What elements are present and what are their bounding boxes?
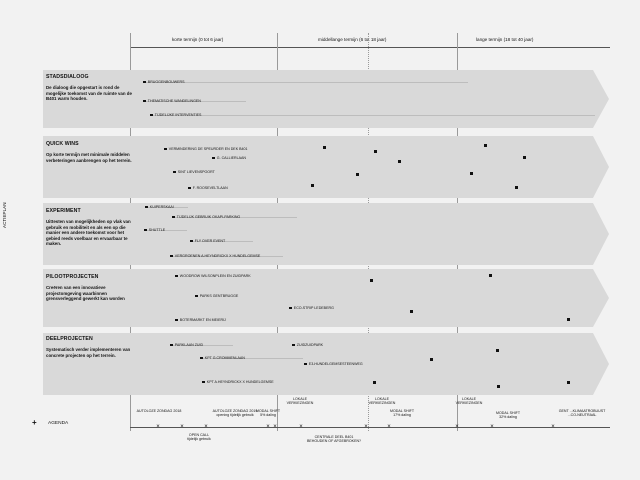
agenda-event: MODAL SHIFT 5% daling [255, 409, 281, 418]
agenda-plus-icon[interactable]: + [32, 418, 37, 427]
band-description: Systematisch verder implementeren van concrete projecten op het terrein. [46, 347, 131, 358]
band-experiment [43, 203, 609, 265]
progress-line [146, 82, 468, 83]
phase-label-short-term: korte termijn (0 tot 6 jaar) [172, 37, 224, 42]
agenda-event: CENTRALE DEEL B401 BEHOUDEN OF AFGEBROKEN? [306, 435, 362, 444]
phase-label-mid-term: middellange termijn (6 tot 18 jaar) [318, 37, 387, 42]
agenda-event: MODAL SHIFT 17% daling [389, 409, 415, 418]
agenda-marker-icon: × [204, 424, 208, 430]
agenda-event: AUTOLOZE ZONDAG 2018 [136, 409, 182, 413]
timeline-header-line [130, 47, 610, 48]
agenda-event: LOKALE VERKIEZINGEN [455, 397, 483, 406]
band-title: QUICK WINS [46, 141, 79, 147]
milestone-marker [323, 146, 326, 149]
band-quick-wins [43, 136, 609, 198]
milestone-marker [374, 150, 377, 153]
milestone-marker [470, 172, 473, 175]
agenda-event: MODAL SHIFT 32% daling [495, 411, 521, 420]
agenda-event: GENT ...KLIMAATROBUUST ...CO-NEUTRAAL [558, 409, 606, 418]
action-item: G. CALLIERLAAN [212, 156, 246, 160]
agenda-marker-icon: × [180, 424, 184, 430]
agenda-label: AGENDA [48, 421, 69, 426]
agenda-marker-icon: × [490, 424, 494, 430]
action-item: VERGROENEN A.HEYNDRICKX X HUNDELGEMSE [170, 254, 260, 258]
action-item: E3-HUNDELGEMSESTEENWEG [304, 362, 363, 366]
milestone-marker [489, 274, 492, 277]
milestone-marker [311, 184, 314, 187]
milestone-marker [373, 381, 376, 384]
band-stadsdialoog [43, 70, 609, 128]
band-description: De dialoog die opgestart is rond de mogelijke toekomst van de ruimte van de B401 warm houden. [46, 85, 132, 102]
milestone-marker [523, 156, 526, 159]
agenda-marker-icon: × [551, 424, 555, 430]
action-item: WOODROW WILSONPLEIN EN ZUIDPARK [175, 274, 251, 278]
band-description: Creëren van een innovatieve projectomgeving waarbinnen grensverleggend gewerkt kan worden [46, 285, 125, 302]
band-description: Uittesten van mogelijkheden op vlak van gebruik en mobiliteit en als een op die manier een andere toekomst voor het gebied reeds voelbaar en ervaarbaar te maken. [46, 219, 131, 247]
action-item: ECO-STRIP LEDEBERG [289, 306, 334, 310]
action-item: KUIPERSKAAI [145, 205, 174, 209]
action-item: KPT A.HEYNDRICKX X HUNDELGEMSE [202, 380, 274, 384]
action-item: F. ROOSEVELTLAAN [188, 186, 228, 190]
milestone-marker [410, 310, 413, 313]
action-item: BRUGGENBOUWERS [143, 80, 185, 84]
band-pilootprojecten [43, 269, 609, 327]
action-item: ZUIDZUIDPARK [292, 343, 323, 347]
agenda-marker-icon: × [266, 424, 270, 430]
action-item: SINT LIEVENSPOORT [173, 170, 215, 174]
band-title: PILOOTPROJECTEN [46, 274, 99, 280]
progress-line [153, 115, 595, 116]
side-label-actieplan: ACTIEPLAN [2, 202, 7, 228]
action-item: KPT G.CROMMENLAAN [200, 356, 245, 360]
action-item: VERMINDERING DE SPEURDER EN DEK B401 [164, 147, 247, 151]
milestone-marker [567, 381, 570, 384]
action-item: PARKS GENTBRUGGE [195, 294, 238, 298]
milestone-marker [484, 144, 487, 147]
milestone-marker [398, 160, 401, 163]
band-description: Op korte termijn met minimale middelen verbeteringen aanbrengen op het terrein. [46, 152, 132, 163]
agenda-marker-icon: × [387, 424, 391, 430]
milestone-marker [497, 385, 500, 388]
band-title: STADSDIALOOG [46, 74, 89, 80]
agenda-event: AUTOLOZE ZONDAG 2019 opening tijdelijk gebruik [212, 409, 258, 418]
action-item: PARKLAAN ZUID [170, 343, 203, 347]
agenda-marker-icon: × [273, 424, 277, 430]
milestone-marker [370, 279, 373, 282]
band-title: DEELPROJECTEN [46, 336, 93, 342]
action-item: TIJDELIJKE INTERVENTIES [150, 113, 201, 117]
band-arrow-shape [43, 136, 609, 198]
action-item: SHUTTLE [144, 228, 165, 232]
band-deelprojecten [43, 333, 609, 395]
action-item: FLY OVER EVENT [190, 239, 225, 243]
milestone-marker [496, 349, 499, 352]
agenda-timeline [130, 427, 610, 428]
agenda-marker-icon: × [156, 424, 160, 430]
milestone-marker [356, 173, 359, 176]
action-item: BOTERMARKT EN MEIERIJ [175, 318, 226, 322]
agenda-marker-icon: × [455, 424, 459, 430]
agenda-marker-icon: × [299, 424, 303, 430]
action-item: TIJDELIJK GEBRUIK OKAPI-PARKING [172, 215, 240, 219]
band-title: EXPERIMENT [46, 208, 81, 214]
milestone-marker [515, 186, 518, 189]
agenda-event: LOKALE VERKIEZINGEN [368, 397, 396, 406]
action-item: THEMATISCHE WANDELINGEN [143, 99, 201, 103]
milestone-marker [567, 318, 570, 321]
milestone-marker [430, 358, 433, 361]
agenda-event: OPEN CALL tijdelijk gebruik [187, 433, 211, 442]
phase-label-long-term: lange termijn (18 tot 40 jaar) [476, 37, 534, 42]
agenda-event: LOKALE VERKIEZINGEN [286, 397, 314, 406]
agenda-marker-icon: × [364, 424, 368, 430]
